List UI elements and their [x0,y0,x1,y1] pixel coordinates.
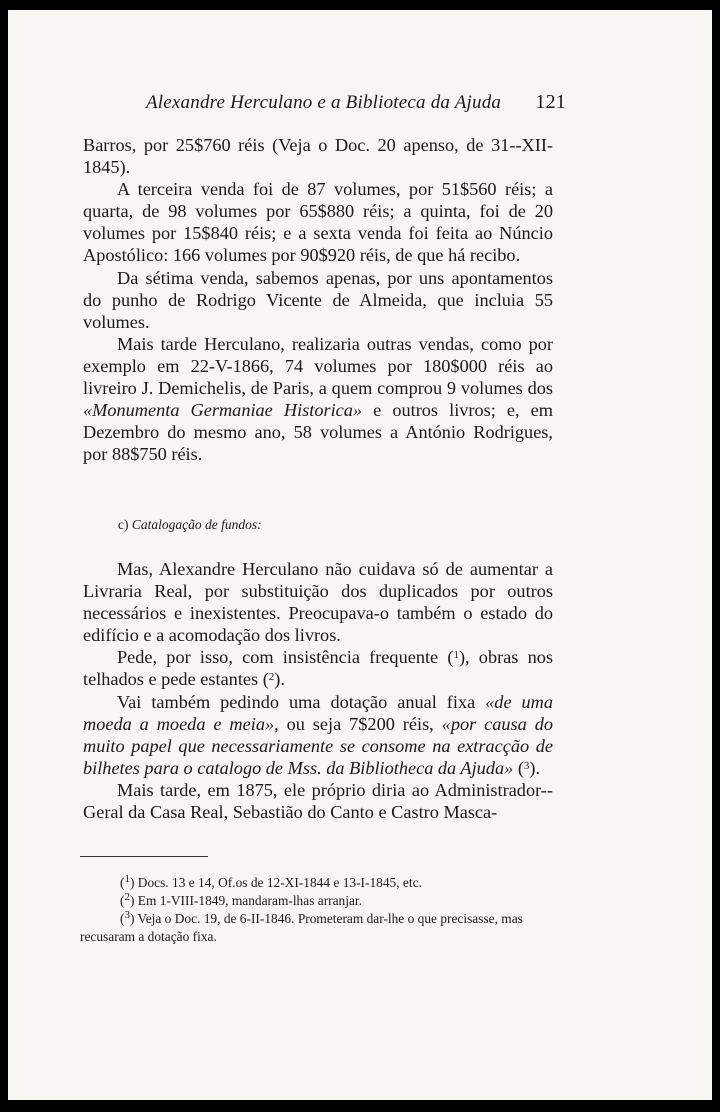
quote: «por causa do muito papel que necessariamente se consome na extracção de bilhetes para o catalogo de Mss. da Bibliotheca da Ajuda» [83,713,553,778]
text-run: Mais tarde Herculano, realizaria outras vendas, como por exemplo em 22-V-1866, 74 volumes por 180$000 réis ao livreiro J. Demichelis, de Paris, a quem comprou 9 volumes dos [83,333,553,399]
footnote: ($^1$) Docs. 13 e 14, Of.os de 12-XI-1844 e 13-I-1845, etc. [120,873,422,890]
footnote-ref: 3 [523,759,530,772]
italic-title: «Monumenta Germaniae Historica» [83,400,363,421]
paragraph: Da sétima venda, sabemos apenas, por uns apontamentos do punho de Rodrigo Vicente de Almeida, que incluia 55 volumes. [83,267,553,332]
text-run: , ou seja 7$200 réis, [274,713,442,734]
footnotes [80,874,554,946]
paragraph [83,691,553,779]
paragraph: Barros, por 25$760 réis (Veja o Doc. 20 apenso, de 31--XII-1845). [83,135,553,178]
text-run: ). [274,669,285,690]
footnote-mark: 3 [124,909,130,921]
text-run: ). [529,757,541,778]
footnote-text: Em 1-VIII-1849, mandaram-lhas arranjar. [137,893,362,908]
text-run: Pede, por isso, com insistência frequente ( [117,647,454,668]
running-header [146,92,566,114]
body-text [83,134,553,465]
text-run: ), obras nos telhados e pede estantes ( [83,647,554,690]
footnote-ref: 2 [268,671,275,684]
footnote-text: Veja o Doc. 19, de 6-II-1846. Prometeram dar-lhe o que precisasse, mas recusaram a dotação fixa. [80,911,523,944]
paragraph [83,333,553,466]
footnote-ref: 1 [453,649,459,662]
paragraph: Mais tarde, em 1875, ele próprio diria ao Administrador--Geral da Casa Real, Sebastião do Canto e Castro Masca- [83,779,553,823]
footnote: ($^3$) Veja o Doc. 19, de 6-II-1846. Prometeram dar-lhe o que precisasse, mas recusaram a dotação fixa. [80,909,523,944]
footnote-rule [80,856,208,857]
section-label: c) [118,517,129,532]
body-text-2 [83,558,553,823]
quote: «de uma moeda a moeda e meia» [83,691,553,734]
page-number: 121 [535,91,566,113]
running-title: Alexandre Herculano e a Biblioteca da Ajuda [146,92,502,113]
paragraph: A terceira venda foi de 87 volumes, por 51$560 réis; a quarta, de 98 volumes por 65$880 réis; a quinta, foi de 20 volumes por 15$840 réis; e a sexta venda foi feita ao Núncio Apostólico: 166 volumes por 90$920 réis, de que há recibo. [83,179,553,266]
paragraph [83,646,553,690]
text-run: Vai também pedindo uma dotação anual fixa [117,691,486,712]
footnote-mark: 2 [124,891,130,903]
paragraph: Mas, Alexandre Herculano não cuidava só de aumentar a Livraria Real, por substituição dos duplicados por outros necessários e inexistentes. Preocupava-o também o estado do edifício e a acomodação dos livros. [83,559,553,646]
footnote-text: Docs. 13 e 14, Of.os de 12-XI-1844 e 13-I-1845, etc. [137,875,422,890]
footnote: ($^2$) Em 1-VIII-1849, mandaram-lhas arranjar. [120,891,362,908]
footnote-mark: 1 [124,873,130,885]
text-run: ( [513,757,524,778]
book-page [8,10,712,1100]
section-title: Catalogação de fundos: [131,517,262,532]
section-heading [118,517,262,533]
text-run: e outros livros; e, em Dezembro do mesmo ano, 58 volumes a António Rodrigues, por 88$750 réis. [83,400,553,465]
